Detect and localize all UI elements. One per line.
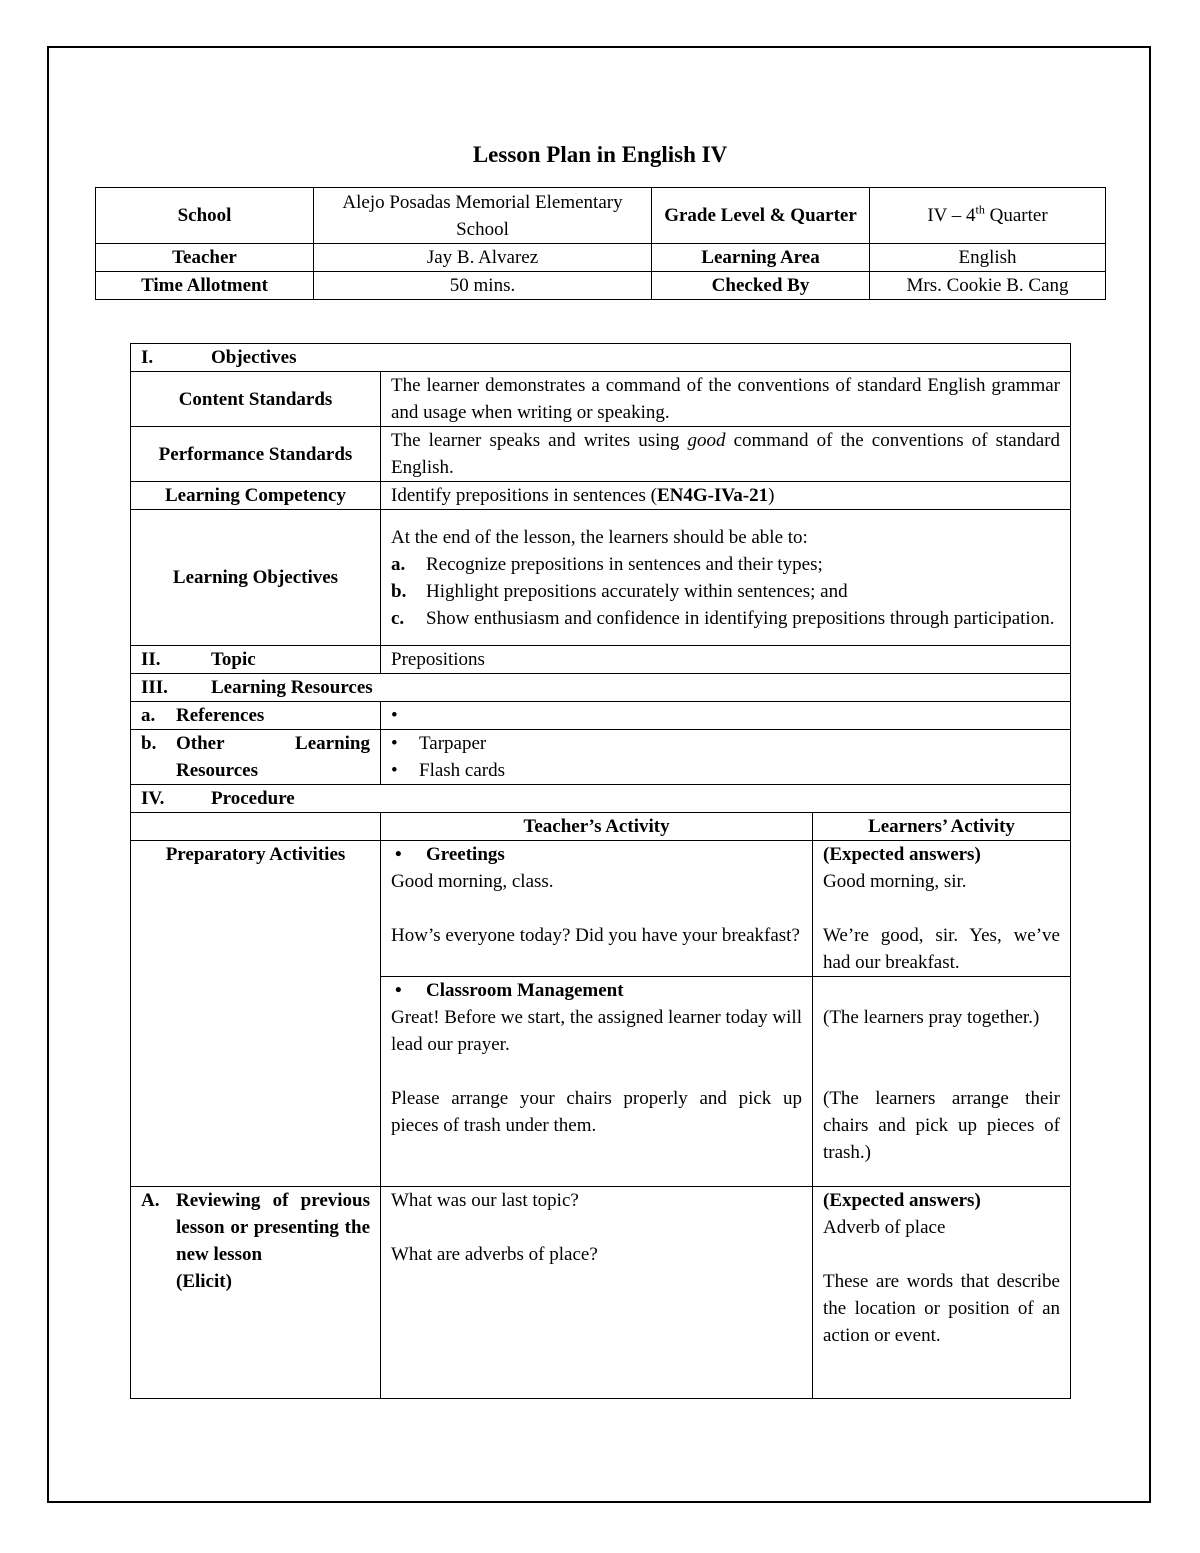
learning-objectives-list bbox=[381, 510, 1071, 646]
list-item: b. Highlight prepositions accurately within sentences; and bbox=[391, 580, 848, 602]
preparatory-label: Preparatory Activities bbox=[131, 841, 381, 1187]
teacher-activity-header: Teacher’s Activity bbox=[381, 813, 813, 841]
learning-objectives-label: Learning Objectives bbox=[131, 510, 381, 646]
learners-activity-header: Learners’ Activity bbox=[813, 813, 1071, 841]
school-label: School bbox=[96, 188, 314, 244]
objectives-intro: At the end of the lesson, the learners should be able to: bbox=[391, 526, 808, 548]
teacher-value: Jay B. Alvarez bbox=[314, 244, 652, 272]
list-item: • Flash cards bbox=[391, 760, 506, 781]
topic-value: Prepositions bbox=[381, 646, 1071, 674]
greetings-title: Greetings bbox=[426, 844, 505, 865]
greetings-teacher: • Greetings Good morning, class. How’s everyone today? Did you have your breakfast? bbox=[381, 841, 813, 977]
header-empty bbox=[131, 813, 381, 841]
other-resources-list bbox=[381, 730, 1071, 785]
grade-label: Grade Level & Quarter bbox=[652, 188, 870, 244]
area-value: English bbox=[870, 244, 1106, 272]
checked-value: Mrs. Cookie B. Cang bbox=[870, 272, 1106, 300]
reviewing-teacher: What was our last topic? What are adverbs of place? bbox=[381, 1187, 813, 1399]
teacher-label: Teacher bbox=[96, 244, 314, 272]
list-item: c. Show enthusiasm and confidence in identifying prepositions through participation. bbox=[391, 607, 1055, 629]
learning-competency-label: Learning Competency bbox=[131, 482, 381, 510]
management-title: Classroom Management bbox=[426, 980, 624, 1001]
reviewing-learners: (Expected answers) Adverb of place These are words that describe the location or position of an action or event. bbox=[813, 1187, 1071, 1399]
learning-competency-text: Identify prepositions in sentences (EN4G-IVa-21) bbox=[381, 482, 1071, 510]
reviewing-label: A. Reviewing of previous lesson or presenting the new lesson (Elicit) bbox=[131, 1187, 381, 1399]
greetings-learners: (Expected answers) Good morning, sir. We’re good, sir. Yes, we’ve had our breakfast. bbox=[813, 841, 1071, 977]
checked-label: Checked By bbox=[652, 272, 870, 300]
section-topic: II. Topic bbox=[131, 646, 381, 674]
list-item: a. Recognize prepositions in sentences and their types; bbox=[391, 553, 823, 575]
area-label: Learning Area bbox=[652, 244, 870, 272]
grade-value: IV – 4th Quarter bbox=[870, 188, 1106, 244]
other-resources-label: b. Other Learning Resources bbox=[131, 730, 381, 785]
time-label: Time Allotment bbox=[96, 272, 314, 300]
info-table bbox=[95, 187, 1106, 300]
lesson-table bbox=[130, 343, 1071, 1399]
section-procedure: IV. Procedure bbox=[131, 785, 1071, 813]
time-value: 50 mins. bbox=[314, 272, 652, 300]
section-resources: III. Learning Resources bbox=[131, 674, 1071, 702]
performance-standards-text: The learner speaks and writes using good command of the conventions of standard English. bbox=[381, 427, 1071, 482]
content-standards-label: Content Standards bbox=[131, 372, 381, 427]
references-label: a. References bbox=[131, 702, 381, 730]
performance-standards-label: Performance Standards bbox=[131, 427, 381, 482]
section-objectives: I. Objectives bbox=[131, 344, 1071, 372]
list-item: • Tarpaper bbox=[391, 733, 487, 754]
page-title: Lesson Plan in English IV bbox=[472, 142, 728, 167]
content-standards-text: The learner demonstrates a command of the conventions of standard English grammar and usage when writing or speaking. bbox=[381, 372, 1071, 427]
school-value: Alejo Posadas Memorial Elementary School bbox=[314, 188, 652, 244]
references-value: • bbox=[381, 702, 1071, 730]
management-teacher: • Classroom Management Great! Before we start, the assigned learner today will lead our prayer. Please arrange your chairs properly and pick up pieces of trash under them. bbox=[381, 977, 813, 1187]
management-learners: (The learners pray together.) (The learners arrange their chairs and pick up pieces of trash.) bbox=[813, 977, 1071, 1187]
